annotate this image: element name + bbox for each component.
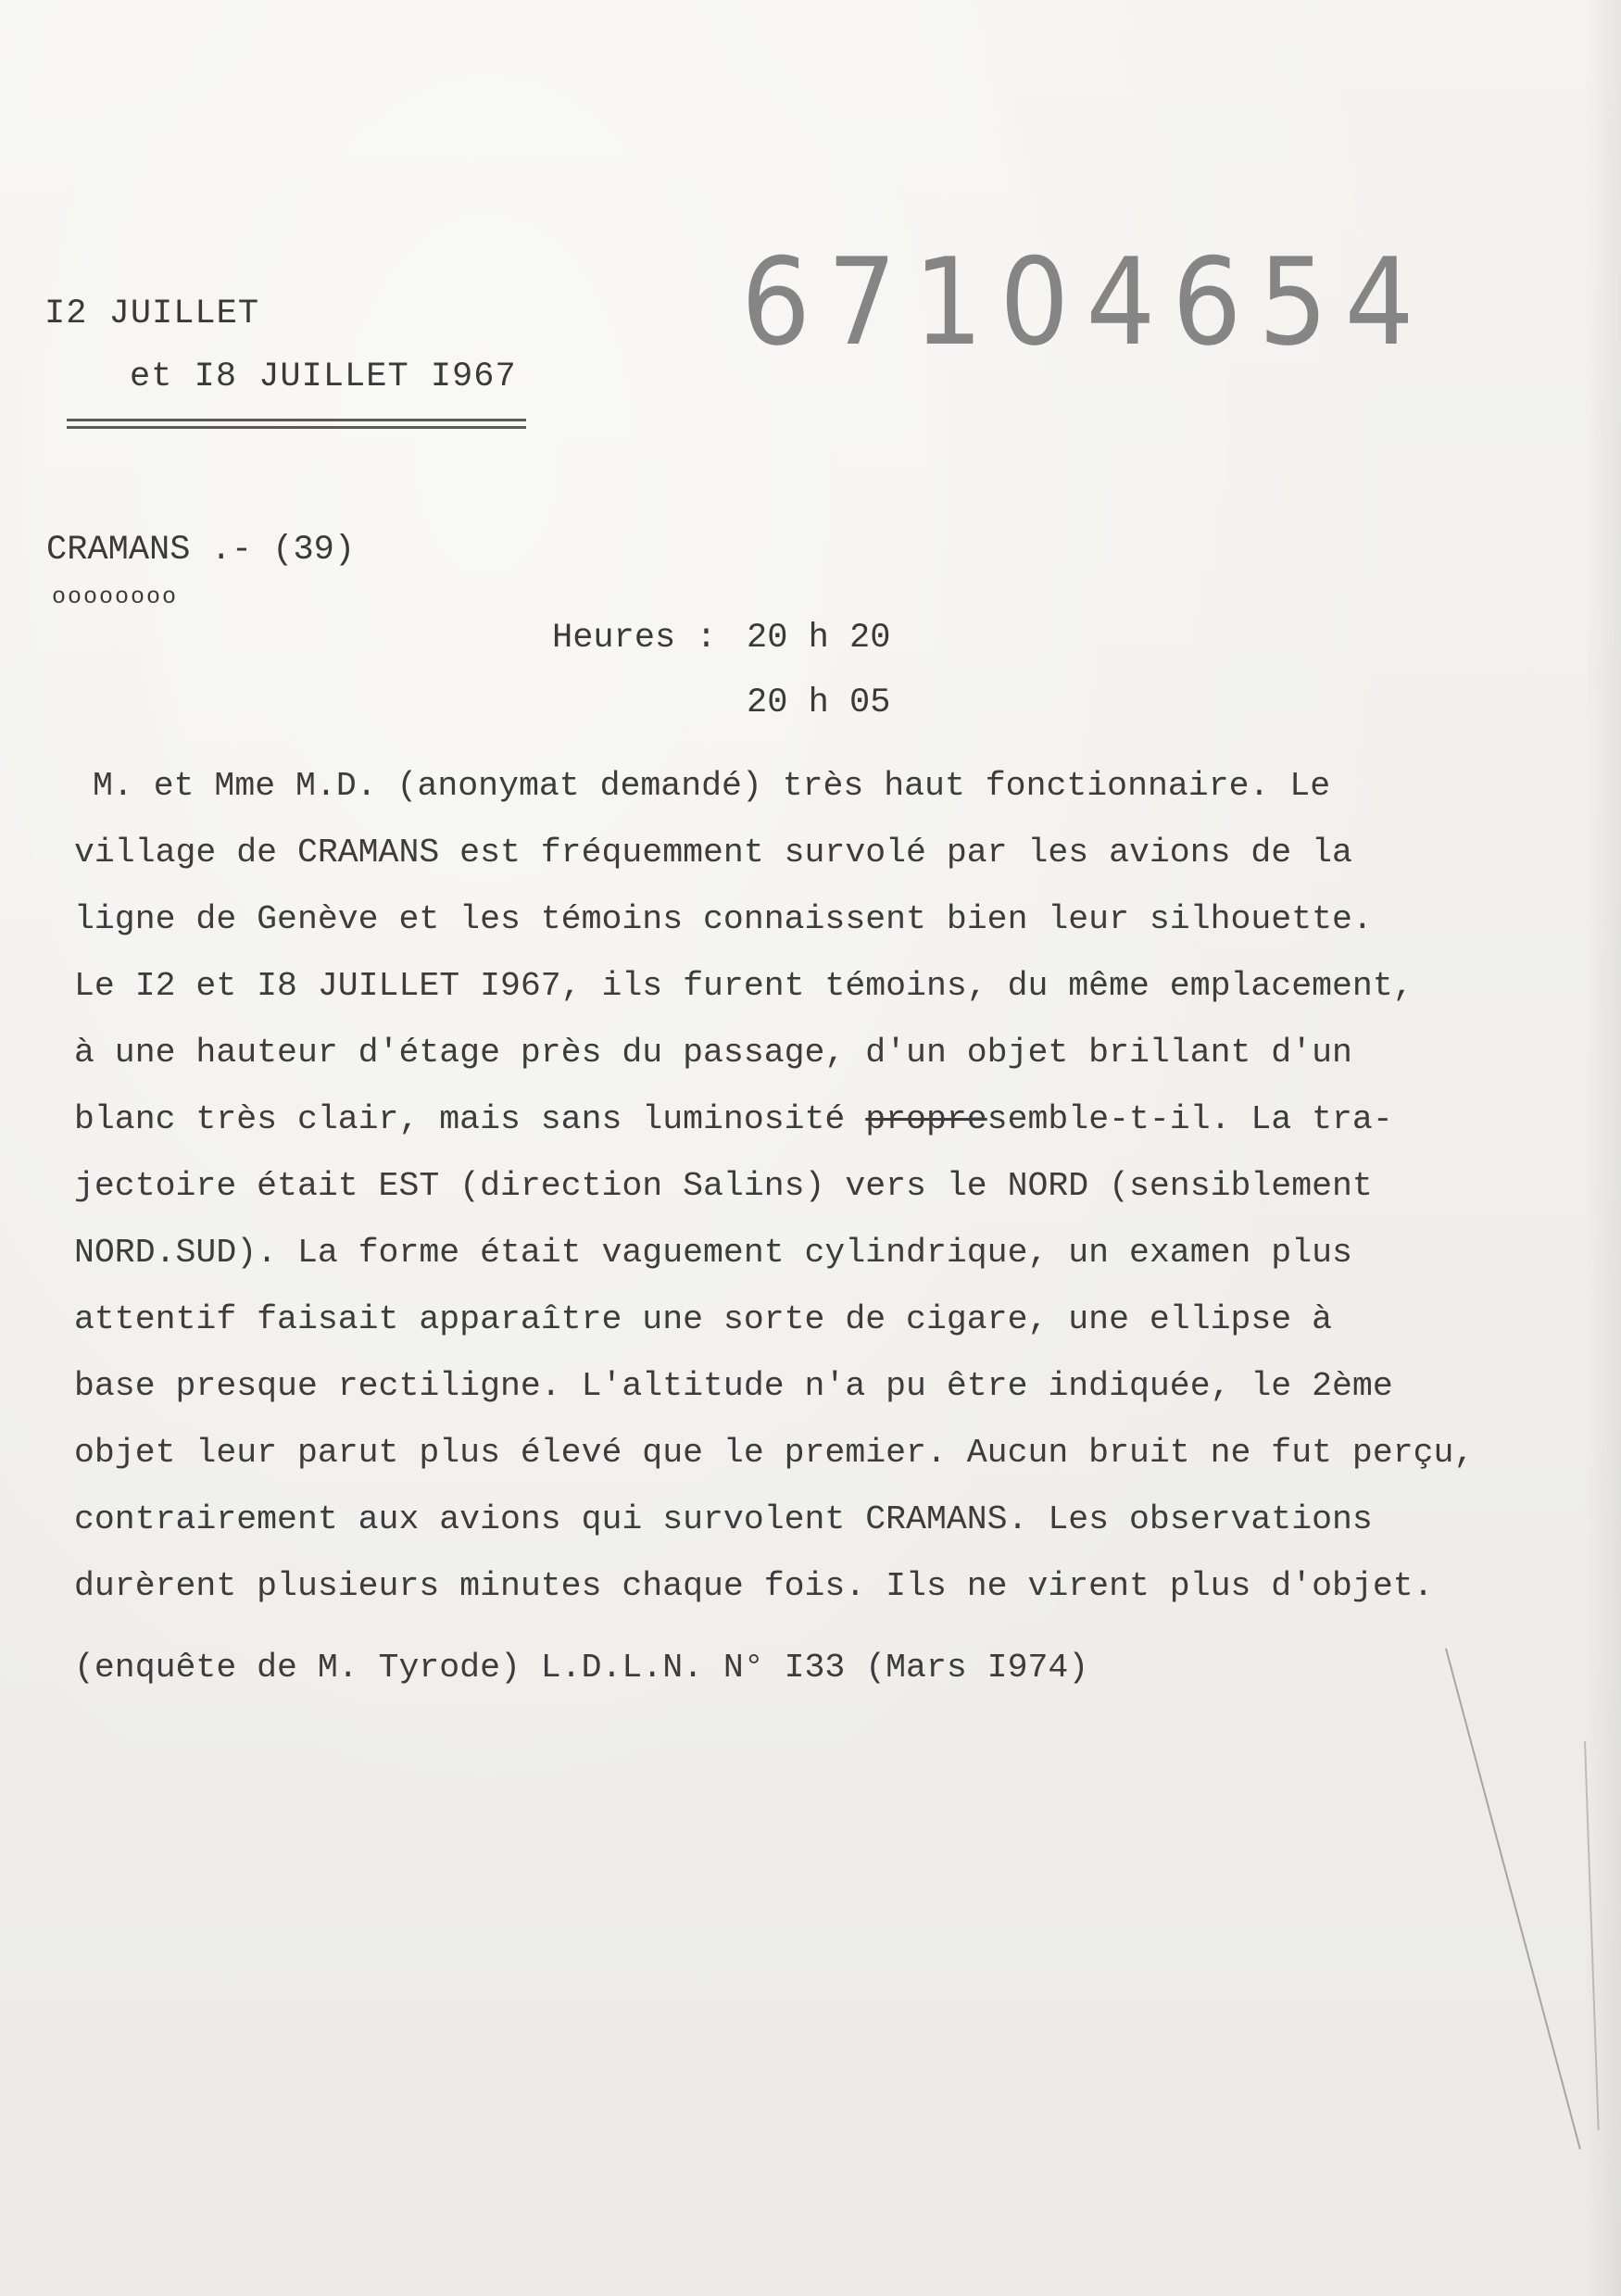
date-line-2: et I8 JUILLET I967 — [130, 358, 517, 396]
body-line-2: village de CRAMANS est fréquemment survolé par les avions de la — [74, 834, 1352, 872]
body-line-4: Le I2 et I8 JUILLET I967, ils furent témoins, du même emplacement, — [74, 967, 1414, 1005]
body-line-5: à une hauteur d'étage près du passage, d'un objet brillant d'un — [74, 1034, 1352, 1072]
source-reference: (enquête de M. Tyrode) L.D.L.N. N° I33 (Mars I974) — [74, 1649, 1089, 1687]
body-line-6-end: semble-t-il. La tra- — [986, 1100, 1393, 1138]
struck-word: propre — [865, 1100, 987, 1138]
body-line-7: jectoire était EST (direction Salins) vers le NORD (sensiblement — [74, 1167, 1373, 1205]
heading-decoration: oooooooo — [52, 583, 179, 610]
hour-1: 20 h 20 — [747, 619, 891, 658]
body-line-13: durèrent plusieurs minutes chaque fois. Ils ne virent plus d'objet. — [74, 1567, 1434, 1605]
page-edge-shadow — [1584, 0, 1621, 2296]
body-line-9: attentif faisait apparaître une sorte de cigare, une ellipse à — [74, 1300, 1333, 1338]
double-underline-top — [67, 419, 526, 421]
hours-label: Heures : — [552, 619, 717, 658]
hour-2: 20 h 05 — [747, 684, 891, 722]
body-line-6 — [74, 1100, 1393, 1138]
body-line-12: contrairement aux avions qui survolent CRAMANS. Les observations — [74, 1500, 1373, 1538]
place-heading: CRAMANS .- (39) — [46, 531, 356, 570]
body-line-1: M. et Mme M.D. (anonymat demandé) très haut fonctionnaire. Le — [93, 767, 1331, 805]
body-line-10: base presque rectiligne. L'altitude n'a pu être indiquée, le 2ème — [74, 1367, 1393, 1405]
scratch-line — [1445, 1648, 1581, 2149]
double-underline-bottom — [67, 426, 526, 429]
body-line-3: ligne de Genève et les témoins connaissent bien leur silhouette. — [74, 900, 1373, 938]
body-line-6-start: blanc très clair, mais sans luminosité — [74, 1100, 866, 1138]
stamp-number: 67104654 — [741, 232, 1431, 372]
body-line-11: objet leur parut plus élevé que le premier. Aucun bruit ne fut perçu, — [74, 1434, 1475, 1472]
date-line-1: I2 JUILLET — [44, 295, 260, 333]
body-line-8: NORD.SUD). La forme était vaguement cylindrique, un examen plus — [74, 1234, 1352, 1272]
